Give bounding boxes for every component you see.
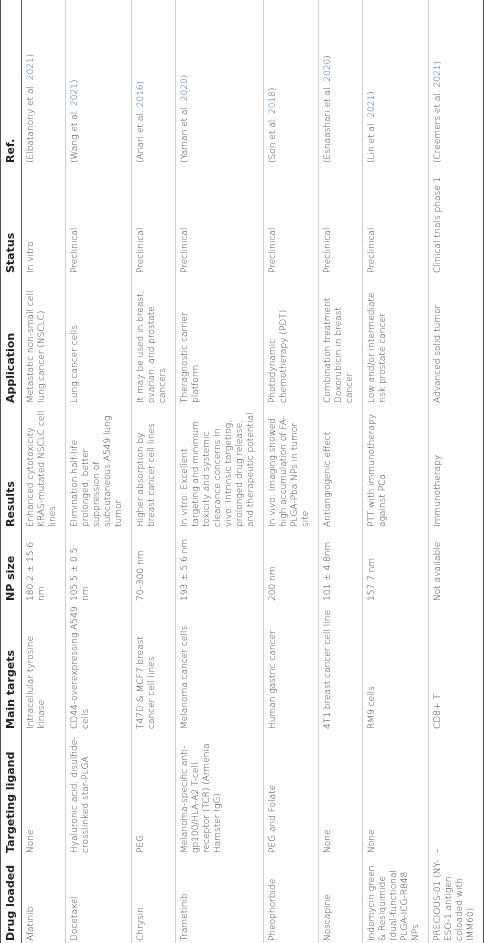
cell-results: Higher absorption by breast cancer cell lines	[136, 423, 157, 527]
cell-ref	[22, 0, 66, 165]
ref-author: (Son et al.	[268, 114, 278, 163]
cell-ref	[429, 0, 484, 165]
cell-application: It may be used in breast, ovarian, and prostate cancers	[136, 290, 168, 403]
ref-author: (Esnaashari et al.	[323, 81, 333, 163]
ref-year-link[interactable]: 2021	[70, 83, 80, 107]
cell-drug: Noscapine	[323, 894, 333, 941]
cell-drug: Trametinib	[180, 893, 190, 941]
cell-targets: 4T1 breast cancer cell line	[323, 610, 333, 729]
cell-targets: CD44-overexpressing A549 cells	[70, 606, 91, 729]
cell-status: Preclinical	[70, 227, 80, 273]
cell-ligand: PEG and Folate	[268, 784, 278, 853]
cell-drug: PRECIOUS-01 (NY-ESO-1 antigen coloaded with IMM60)	[433, 859, 476, 941]
cell-ref	[66, 0, 132, 165]
ref-year-link[interactable]: 2018	[268, 91, 278, 115]
ref-author: (Anari et al.	[136, 107, 146, 163]
cell-status: Preclinical	[136, 227, 146, 273]
ref-year-link[interactable]: 2020	[180, 78, 190, 102]
table-row	[66, 0, 132, 943]
ref-year-link[interactable]: 2021	[367, 94, 377, 118]
cell-ligand: None	[367, 829, 377, 853]
ref-close: )	[26, 53, 36, 58]
cell-size: 193 ± 5.6 nm	[180, 538, 190, 601]
cell-size: Not available	[433, 541, 443, 601]
ref-year-link[interactable]: 2021	[433, 64, 443, 88]
cell-size: 105.5 ± 0.5 nm	[70, 547, 91, 601]
cell-targets: Melanoma cancer cells	[180, 625, 190, 729]
col-header-application: Application	[1, 275, 22, 405]
table-row	[132, 0, 176, 943]
cell-targets: CD8+ T	[433, 694, 443, 729]
table-row	[319, 0, 363, 943]
cell-results: Antiangiogenic effect	[323, 431, 333, 527]
cell-size: 101 ± 4.8nm	[323, 541, 333, 601]
cell-drug: Indomycin green & Resiquimide (dual-functional PLGA-ICG-R848 NPs	[367, 865, 421, 941]
cell-drug: Afatinib	[26, 906, 36, 941]
cell-application: Photodynamic chemotherapy (PDT)	[268, 309, 289, 403]
ref-close: )	[433, 60, 443, 65]
ref-author: (Wang et al.	[70, 106, 80, 163]
ref-author: (Creemers et al.	[433, 87, 443, 163]
cell-status: Preclinical	[268, 227, 278, 273]
cell-ligand: Melanoma-specific anti-gp100/HLA-A2 T-cell receptor (TCR) (Armenia Hamster IgG)	[180, 743, 223, 853]
cell-ligand: None	[26, 829, 36, 853]
col-header-status: Status	[1, 165, 22, 275]
ref-close: )	[136, 80, 146, 85]
cell-results: In vitro: Excellent targeting and minimum toxicity and systemic clearance concerns In vivo: Intrinsic targeting, prolonged drug release, and therapeutic potential	[180, 412, 256, 527]
cell-ligand: Hyaluronic acid, disulfide-crosslinked star-PLGA	[70, 736, 91, 853]
cell-status: Preclinical	[367, 227, 377, 273]
cell-ref	[132, 0, 176, 165]
ref-year-link[interactable]: 2021	[26, 57, 36, 81]
cell-application: Lung cancer cells	[70, 325, 80, 403]
cell-ref	[319, 0, 363, 165]
cell-results: Elimination half-life prolonged, better suppression of subcutaneous A549 lung tumor	[70, 415, 124, 527]
table-header-row	[1, 0, 22, 943]
cell-status: Preclinical	[180, 227, 190, 273]
ref-close: )	[268, 87, 278, 92]
cell-targets: RM9 cells	[367, 686, 377, 729]
cell-status: In vitro	[26, 241, 36, 273]
cell-size: 157.7 nm	[367, 557, 377, 601]
ref-close: )	[70, 79, 80, 84]
ref-close: )	[180, 74, 190, 79]
ref-close: )	[323, 55, 333, 59]
table-row	[264, 0, 319, 943]
ref-close: )	[367, 91, 377, 95]
cell-ligand: None	[323, 829, 333, 853]
cell-ligand: PEG	[136, 834, 146, 853]
cell-application: Advanced solid tumor	[433, 304, 443, 403]
ref-author: (Yaman et al.	[180, 101, 190, 163]
ref-year-link[interactable]: 2020	[323, 58, 333, 82]
table-row	[429, 0, 484, 943]
cell-size: 180.2 ± 15.6 nm	[26, 541, 47, 601]
cell-size: 70–300 nm	[136, 550, 146, 601]
ref-year-link[interactable]: 2016	[136, 84, 146, 108]
cell-targets: Human gastric cancer	[268, 630, 278, 729]
cell-targets: Intracellular tyrosine kinase	[26, 635, 47, 729]
cell-drug: Chrysin	[136, 907, 146, 941]
ref-author: (Lin et al.	[367, 117, 377, 163]
table-row	[176, 0, 264, 943]
cell-results: PTT with immunotherapy against PCa.	[367, 413, 388, 527]
cell-results: In vivo: Imaging showed high accumulation of FA-PLGA-Pba NPs in tumor site	[268, 416, 311, 527]
cell-application: Metastatic non-small cell lung cancer (NSCLC)	[26, 290, 47, 403]
cell-size: 200 nm	[268, 566, 278, 601]
col-header-size: NP size	[1, 529, 22, 603]
cell-status: Clinical trials phase 1	[433, 176, 443, 273]
col-header-results: Results	[1, 405, 22, 529]
cell-application: Low and/or intermediate risk prostate cancer	[367, 292, 388, 403]
col-header-targets: Main targets	[1, 603, 22, 731]
cell-ref	[176, 0, 264, 165]
cell-application: Combination treatment Doxorubicin in breast cancer	[323, 297, 355, 403]
table-row	[22, 0, 66, 943]
cell-status: Preclinical	[323, 227, 333, 273]
ref-author: (Elbatanony et al.	[26, 80, 36, 163]
cell-results: Enhanced cytotoxicity KRAS-mutated NSCLC cell lines	[26, 410, 58, 527]
cell-drug: Docetaxel	[70, 895, 80, 941]
cell-ligand: –	[433, 848, 443, 853]
col-header-drug: Drug loaded	[1, 855, 22, 943]
cell-drug: Pheophorbide	[268, 878, 278, 941]
table-row	[363, 0, 429, 943]
cell-ref	[264, 0, 319, 165]
cell-targets: T47D & MCF7 breast cancer cell lines	[136, 636, 157, 729]
col-header-ligand: Targeting ligand	[1, 731, 22, 855]
cell-ref	[363, 0, 429, 165]
cell-application: Theragnostic carrier platform	[180, 312, 201, 403]
col-header-ref: Ref.	[1, 0, 22, 165]
cell-results: Immunotherapy	[433, 454, 443, 527]
